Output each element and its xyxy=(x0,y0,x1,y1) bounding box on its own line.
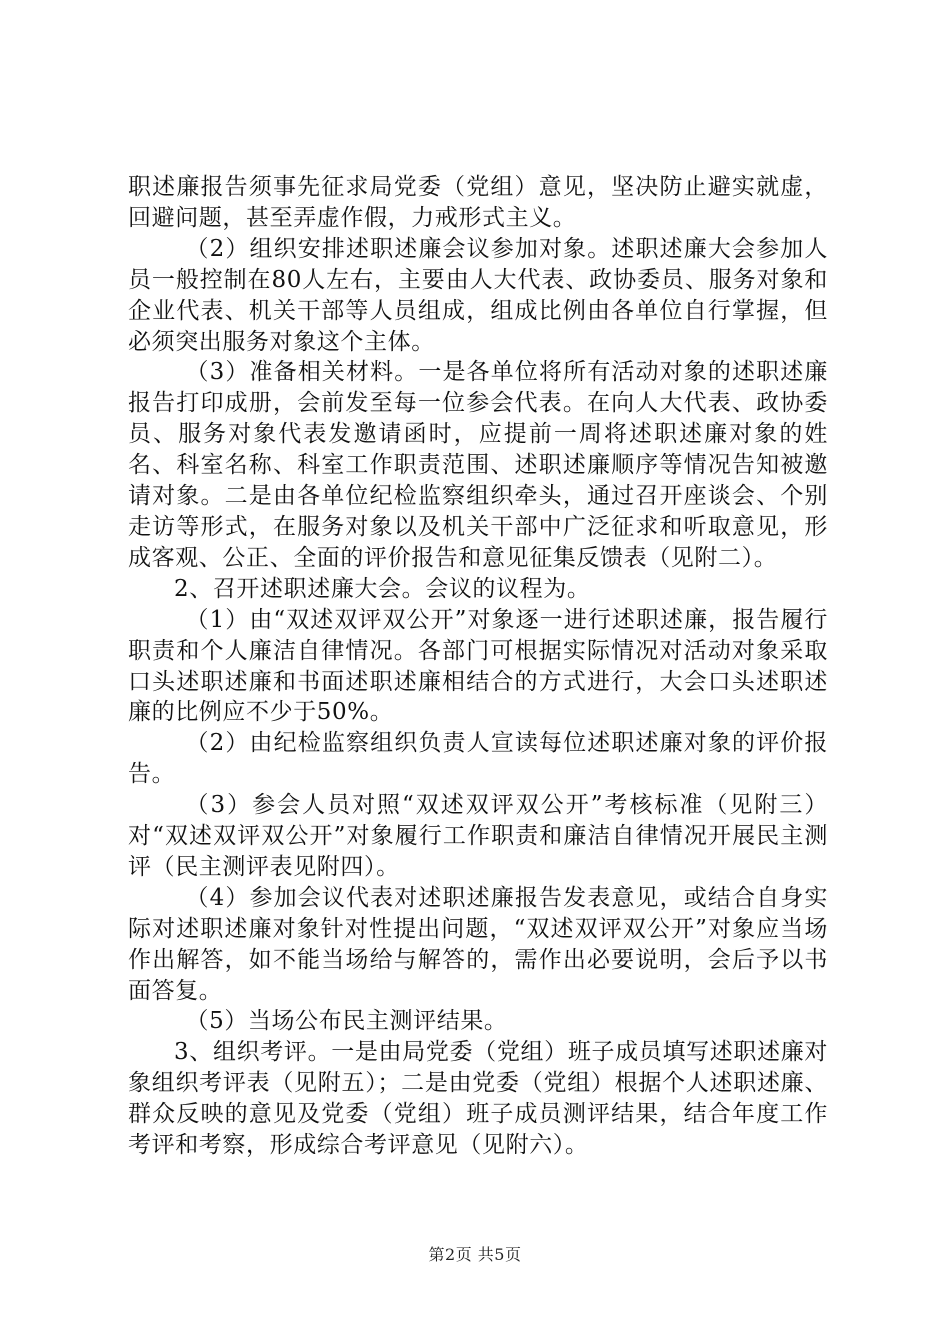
page-number-footer: 第2页 共5页 xyxy=(428,1245,522,1264)
section-heading-3-evaluation: 3、组织考评。一是由局党委（党组）班子成员填写述职述廉对象组织考评表（见附五）；二是由党委（党组）根据个人述职述廉、群众反映的意见及党委（党组）班子成员测评结果，结合年度工作考评和考察，形成综合考评意见（见附六）。 xyxy=(128,1039,828,1159)
paragraph-item-2-attendees: （2）组织安排述职述廉会议参加对象。述职述廉大会参加人员一般控制在80人左右，主要由人大代表、政协委员、服务对象和企业代表、机关干部等人员组成，组成比例由各单位自行掌握，但必须突出服务对象这个主体。 xyxy=(128,235,828,355)
paragraph-agenda-3: （3）参会人员对照“双述双评双公开”考核标准（见附三）对“双述双评双公开”对象履行工作职责和廉洁自律情况开展民主测评（民主测评表见附四）。 xyxy=(128,792,828,880)
paragraph-agenda-5: （5）当场公布民主测评结果。 xyxy=(185,1008,508,1035)
paragraph-agenda-4: （4）参加会议代表对述职述廉报告发表意见，或结合自身实际对述职述廉对象针对性提出问题，“双述双评双公开”对象应当场作出解答，如不能当场给与解答的，需作出必要说明，会后予以书面答复。 xyxy=(128,884,828,1004)
document-body xyxy=(128,172,828,1161)
paragraph-continuation: 职述廉报告须事先征求局党委（党组）意见，坚决防止避实就虚，回避问题，甚至弄虚作假，力戒形式主义。 xyxy=(128,174,828,231)
paragraph-agenda-1: （1）由“双述双评双公开”对象逐一进行述职述廉，报告履行职责和个人廉洁自律情况。各部门可根据实际情况对活动对象采取口头述职述廉和书面述职述廉相结合的方式进行，大会口头述职述廉的比例应不少于50%。 xyxy=(128,606,828,726)
section-heading-2-meeting: 2、召开述职述廉大会。会议的议程为。 xyxy=(174,575,591,602)
paragraph-item-3-materials: （3）准备相关材料。一是各单位将所有活动对象的述职述廉报告打印成册，会前发至每一位参会代表。在向人大代表、政协委员、服务对象代表发邀请函时，应提前一周将述职述廉对象的姓名、科室名称、科室工作职责范围、述职述廉顺序等情况告知被邀请对象。二是由各单位纪检监察组织牵头，通过召开座谈会、个别走访等形式，在服务对象以及机关干部中广泛征求和听取意见，形成客观、公正、全面的评价报告和意见征集反馈表（见附二）。 xyxy=(128,359,828,571)
paragraph-agenda-2: （2）由纪检监察组织负责人宣读每位述职述廉对象的评价报告。 xyxy=(128,730,828,788)
